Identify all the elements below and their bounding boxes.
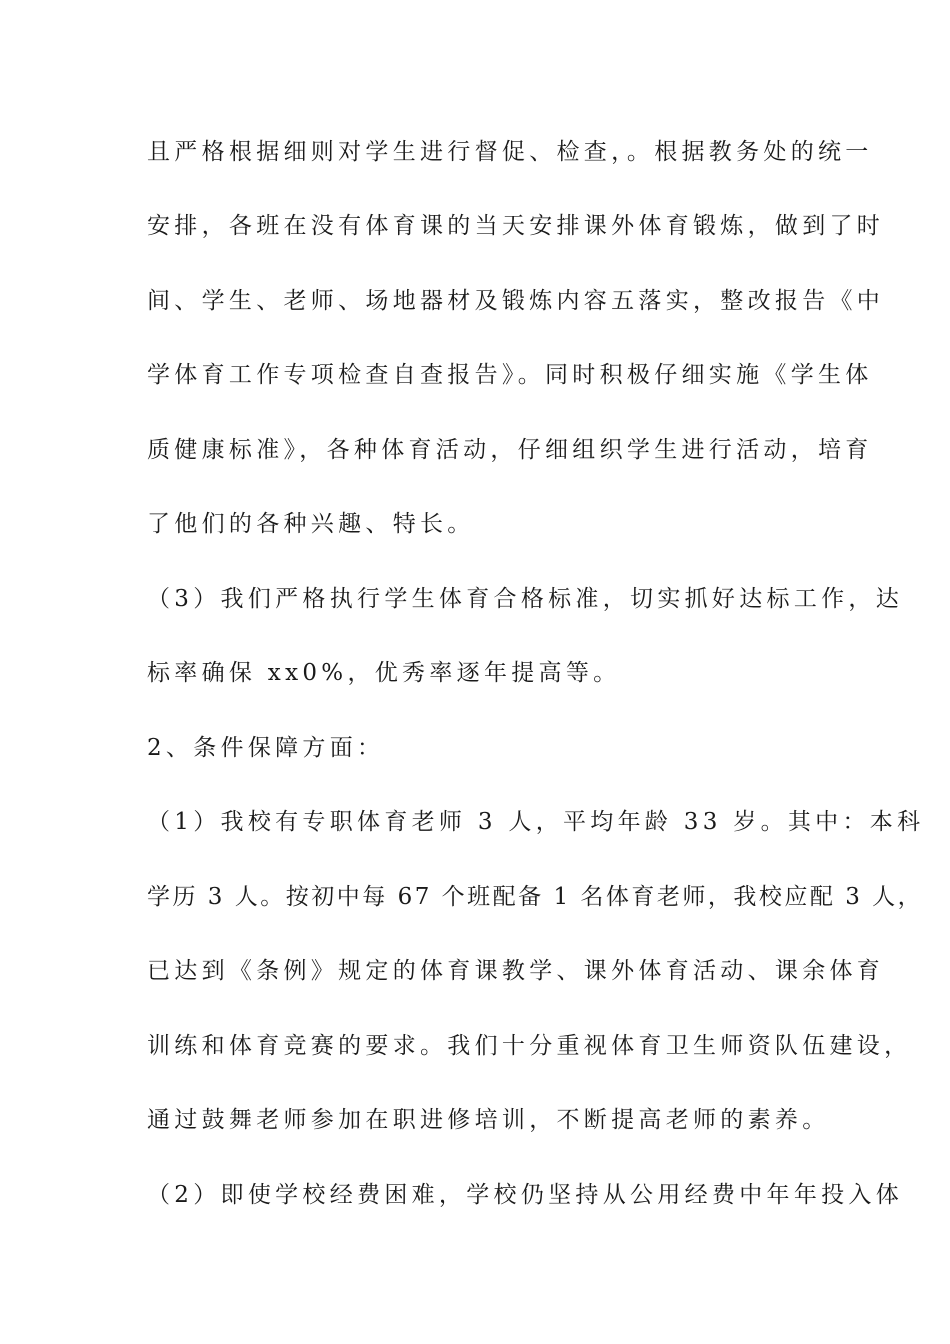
body-text-line: 间、学生、老师、场地器材及锻炼内容五落实，整改报告《中 (147, 288, 885, 314)
body-text-line: 学历 3 人。按初中每 67 个班配备 1 名体育老师，我校应配 3 人， (147, 884, 924, 910)
body-text-line: 标率确保 xx0%，优秀率逐年提高等。 (147, 660, 621, 686)
list-item-line: （2）即使学校经费困难，学校仍坚持从公用经费中年年投入体 (147, 1182, 904, 1208)
body-text-line: 通过鼓舞老师参加在职进修培训，不断提高老师的素养。 (147, 1107, 830, 1133)
section-heading: 2、条件保障方面： (147, 735, 385, 761)
body-text-line: 训练和体育竞赛的要求。我们十分重视体育卫生师资队伍建设， (147, 1033, 912, 1059)
body-text-line: 已达到《条例》规定的体育课教学、课外体育活动、课余体育 (147, 958, 885, 984)
body-text-line: 学体育工作专项检查自查报告》。同时积极仔细实施《学生体 (147, 362, 873, 388)
body-text-line: 质健康标准》，各种体育活动，仔细组织学生进行活动，培育 (147, 437, 873, 463)
list-item-line: （1）我校有专职体育老师 3 人，平均年龄 33 岁。其中：本科 (147, 809, 925, 835)
list-item-line: （3）我们严格执行学生体育合格标准，切实抓好达标工作，达 (147, 586, 904, 612)
body-text-line: 且严格根据细则对学生进行督促、检查，。根据教务处的统一 (147, 139, 873, 165)
body-text-line: 了他们的各种兴趣、特长。 (147, 511, 475, 537)
body-text-line: 安排，各班在没有体育课的当天安排课外体育锻炼，做到了时 (147, 213, 885, 239)
